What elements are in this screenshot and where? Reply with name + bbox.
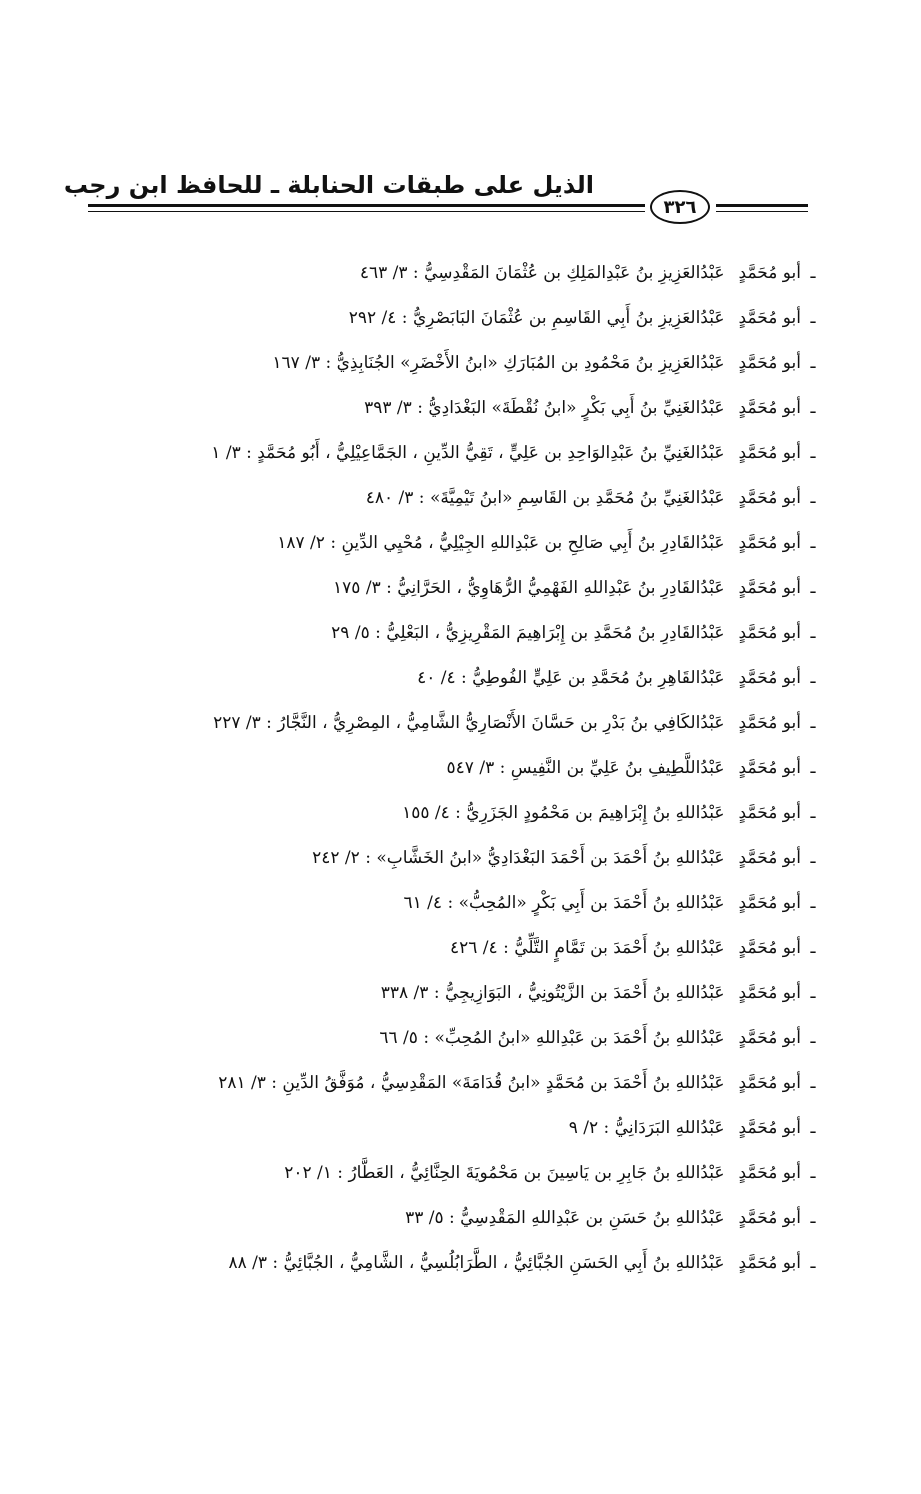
page-number-badge: ٣٢٦: [650, 190, 710, 224]
entry-dash: ـ: [810, 712, 816, 733]
entry-kunya: أبو مُحَمَّدٍ: [738, 1027, 801, 1048]
entry-name-and-reference: عَبْدُالغَنِيِّ بنُ عَبْدِالوَاحِدِ بن عَلِيٍّ ، تَقِيُّ الدِّينِ ، الجَمَّاعِيْلِيُّ ، أَبُو مُحَمَّدٍ : ٣/ ١: [211, 442, 725, 463]
entry-kunya: أبو مُحَمَّدٍ: [738, 487, 801, 508]
entry-name-and-reference: عَبْدُاللهِ بنُ أَحْمَدَ بن عَبْدِاللهِ «ابنُ المُحِبِّ» : ٥/ ٦٦: [379, 1027, 725, 1048]
index-entry: [201, 1060, 821, 1105]
entry-dash: ـ: [810, 1072, 816, 1093]
header-rule-right: [716, 204, 808, 212]
entry-dash: ـ: [810, 622, 816, 643]
entry-dash: ـ: [810, 532, 816, 553]
entry-dash: ـ: [810, 1207, 816, 1228]
entry-kunya: أبو مُحَمَّدٍ: [738, 1072, 801, 1093]
entry-name-and-reference: عَبْدُاللهِ بنُ جَابِرِ بن يَاسِينَ بن مَحْمُويَةَ الحِنَّائِيُّ ، العَطَّارُ : ١/ ٢٠٢: [284, 1162, 725, 1183]
entry-dash: ـ: [810, 1117, 816, 1138]
index-entry: [201, 1240, 821, 1285]
entry-name-and-reference: عَبْدُالغَنِيِّ بنُ أَبِي بَكْرٍ «ابنُ نُقْطَةَ» البَغْدَادِيُّ : ٣/ ٣٩٣: [364, 397, 725, 418]
entry-dash: ـ: [810, 1252, 816, 1273]
index-entry: [201, 340, 821, 385]
entry-dash: ـ: [810, 397, 816, 418]
index-entry: [201, 385, 821, 430]
entry-dash: ـ: [810, 1162, 816, 1183]
index-entry: [201, 790, 821, 835]
entry-kunya: أبو مُحَمَّدٍ: [738, 532, 801, 553]
entry-dash: ـ: [810, 667, 816, 688]
entry-name-and-reference: عَبْدُاللهِ بنُ أَحْمَدَ بن الزَّيْتُونِيُّ ، البَوَازِيجِيُّ : ٣/ ٣٣٨: [380, 982, 725, 1003]
entry-name-and-reference: عَبْدُاللهِ البَرَدَانِيُّ : ٢/ ٩: [568, 1117, 725, 1138]
entry-kunya: أبو مُحَمَّدٍ: [738, 1162, 801, 1183]
header-rule-left: [88, 204, 645, 212]
entry-kunya: أبو مُحَمَّدٍ: [738, 892, 801, 913]
index-entry: [201, 835, 821, 880]
index-entry: [201, 430, 821, 475]
index-entry: [201, 1195, 821, 1240]
entry-name-and-reference: عَبْدُالكَافِي بنُ بَدْرِ بن حَسَّانَ الأَنْصَارِيُّ الشَّامِيُّ ، المِصْرِيُّ ، النَّجَّارُ : ٣/ ٢٢٧: [213, 712, 725, 733]
index-entry: [201, 520, 821, 565]
entry-dash: ـ: [810, 262, 816, 283]
entry-dash: ـ: [810, 892, 816, 913]
entry-dash: ـ: [810, 937, 816, 958]
entry-name-and-reference: عَبْدُاللهِ بنُ أَحْمَدَ بن أَبِي بَكْرٍ «المُحِبُّ» : ٤/ ٦١: [403, 892, 725, 913]
entry-kunya: أبو مُحَمَّدٍ: [738, 1252, 801, 1273]
entry-dash: ـ: [810, 577, 816, 598]
entry-name-and-reference: عَبْدُاللهِ بنُ إِبْرَاهِيمَ بن مَحْمُودٍ الجَزَرِيُّ : ٤/ ١٥٥: [402, 802, 725, 823]
index-entry: [201, 250, 821, 295]
entry-dash: ـ: [810, 847, 816, 868]
entry-kunya: أبو مُحَمَّدٍ: [738, 712, 801, 733]
entry-kunya: أبو مُحَمَّدٍ: [738, 397, 801, 418]
entry-dash: ـ: [810, 982, 816, 1003]
entry-kunya: أبو مُحَمَّدٍ: [738, 982, 801, 1003]
index-entry: [201, 925, 821, 970]
index-entry: [201, 880, 821, 925]
entry-dash: ـ: [810, 802, 816, 823]
page-header: [63, 170, 808, 230]
entry-name-and-reference: عَبْدُاللهِ بنُ أَحْمَدَ بن أَحْمَدَ البَغْدَادِيُّ «ابنُ الخَشَّابِ» : ٢/ ٢٤٢: [312, 847, 725, 868]
entry-kunya: أبو مُحَمَّدٍ: [738, 802, 801, 823]
entry-name-and-reference: عَبْدُاللهِ بنُ أَبِي الحَسَنِ الجُبَّائِيُّ ، الطَّرَابُلُسِيُّ ، الشَّامِيُّ ، الجُبَّائِيُّ : ٣/ ٨٨: [228, 1252, 725, 1273]
index-entry: [201, 655, 821, 700]
entry-name-and-reference: عَبْدُالعَزِيزِ بنُ عَبْدِالمَلِكِ بن عُثْمَانَ المَقْدِسِيُّ : ٣/ ٤٦٣: [359, 262, 725, 283]
entry-dash: ـ: [810, 352, 816, 373]
index-entry: [201, 295, 821, 340]
entry-dash: ـ: [810, 442, 816, 463]
entry-kunya: أبو مُحَمَّدٍ: [738, 847, 801, 868]
entry-kunya: أبو مُحَمَّدٍ: [738, 352, 801, 373]
index-entry: [201, 1150, 821, 1195]
entry-kunya: أبو مُحَمَّدٍ: [738, 667, 801, 688]
entry-name-and-reference: عَبْدُالعَزِيزِ بنُ مَحْمُودِ بن المُبَارَكِ «ابنُ الأَخْضَرِ» الجُنَابِذِيُّ : ٣/ ١٦٧: [272, 352, 725, 373]
index-entry: [201, 610, 821, 655]
entry-kunya: أبو مُحَمَّدٍ: [738, 1117, 801, 1138]
entry-name-and-reference: عَبْدُاللهِ بنُ أَحْمَدَ بن مُحَمَّدٍ «ابنُ قُدَامَةَ» المَقْدِسِيُّ ، مُوَفَّقُ الدِّينِ : ٣/ ٢٨١: [218, 1072, 725, 1093]
index-list: [201, 250, 821, 1285]
running-title: الذيل على طبقات الحنابلة ـ للحافظ ابن رجب: [63, 171, 594, 199]
entry-name-and-reference: عَبْدُالعَزِيزِ بنُ أَبِي القَاسِمِ بن عُثْمَانَ البَابَصْرِيُّ : ٤/ ٢٩٢: [348, 307, 725, 328]
entry-kunya: أبو مُحَمَّدٍ: [738, 757, 801, 778]
index-entry: [201, 700, 821, 745]
entry-dash: ـ: [810, 1027, 816, 1048]
index-entry: [201, 565, 821, 610]
index-entry: [201, 1105, 821, 1150]
entry-kunya: أبو مُحَمَّدٍ: [738, 1207, 801, 1228]
index-entry: [201, 1015, 821, 1060]
entry-kunya: أبو مُحَمَّدٍ: [738, 577, 801, 598]
entry-kunya: أبو مُحَمَّدٍ: [738, 442, 801, 463]
entry-kunya: أبو مُحَمَّدٍ: [738, 937, 801, 958]
entry-name-and-reference: عَبْدُاللهِ بنُ أَحْمَدَ بن تَمَّامٍ التَّلِّيُّ : ٤/ ٤٢٦: [450, 937, 725, 958]
entry-kunya: أبو مُحَمَّدٍ: [738, 622, 801, 643]
entry-dash: ـ: [810, 307, 816, 328]
entry-name-and-reference: عَبْدُالقَاهِرِ بنُ مُحَمَّدِ بن عَلِيٍّ الفُوطِيُّ : ٤/ ٤٠: [417, 667, 725, 688]
entry-name-and-reference: عَبْدُالقَادِرِ بنُ مُحَمَّدِ بن إِبْرَاهِيمَ المَقْرِيزِيُّ ، البَعْلِيُّ : ٥/ ٢٩: [331, 622, 725, 643]
index-entry: [201, 745, 821, 790]
entry-name-and-reference: عَبْدُالقَادِرِ بنُ أَبِي صَالِحِ بن عَبْدِاللهِ الجِيْلِيُّ ، مُحْيِي الدِّينِ : ٢/ ١٨٧: [277, 532, 725, 553]
entry-name-and-reference: عَبْدُاللَّطِيفِ بنُ عَلِيِّ بن النَّفِيسِ : ٣/ ٥٤٧: [446, 757, 725, 778]
index-entry: [201, 475, 821, 520]
entry-kunya: أبو مُحَمَّدٍ: [738, 262, 801, 283]
entry-dash: ـ: [810, 757, 816, 778]
entry-name-and-reference: عَبْدُالقَادِرِ بنُ عَبْدِاللهِ الفَهْمِيُّ الرُّهَاوِيُّ ، الحَرَّانِيُّ : ٣/ ١٧٥: [333, 577, 725, 598]
entry-name-and-reference: عَبْدُالغَنِيِّ بنُ مُحَمَّدِ بن القَاسِمِ «ابنُ تَيْمِيَّةَ» : ٣/ ٤٨٠: [365, 487, 725, 508]
entry-dash: ـ: [810, 487, 816, 508]
entry-kunya: أبو مُحَمَّدٍ: [738, 307, 801, 328]
index-entry: [201, 970, 821, 1015]
entry-name-and-reference: عَبْدُاللهِ بنُ حَسَنِ بن عَبْدِاللهِ المَقْدِسِيُّ : ٥/ ٣٣: [405, 1207, 725, 1228]
